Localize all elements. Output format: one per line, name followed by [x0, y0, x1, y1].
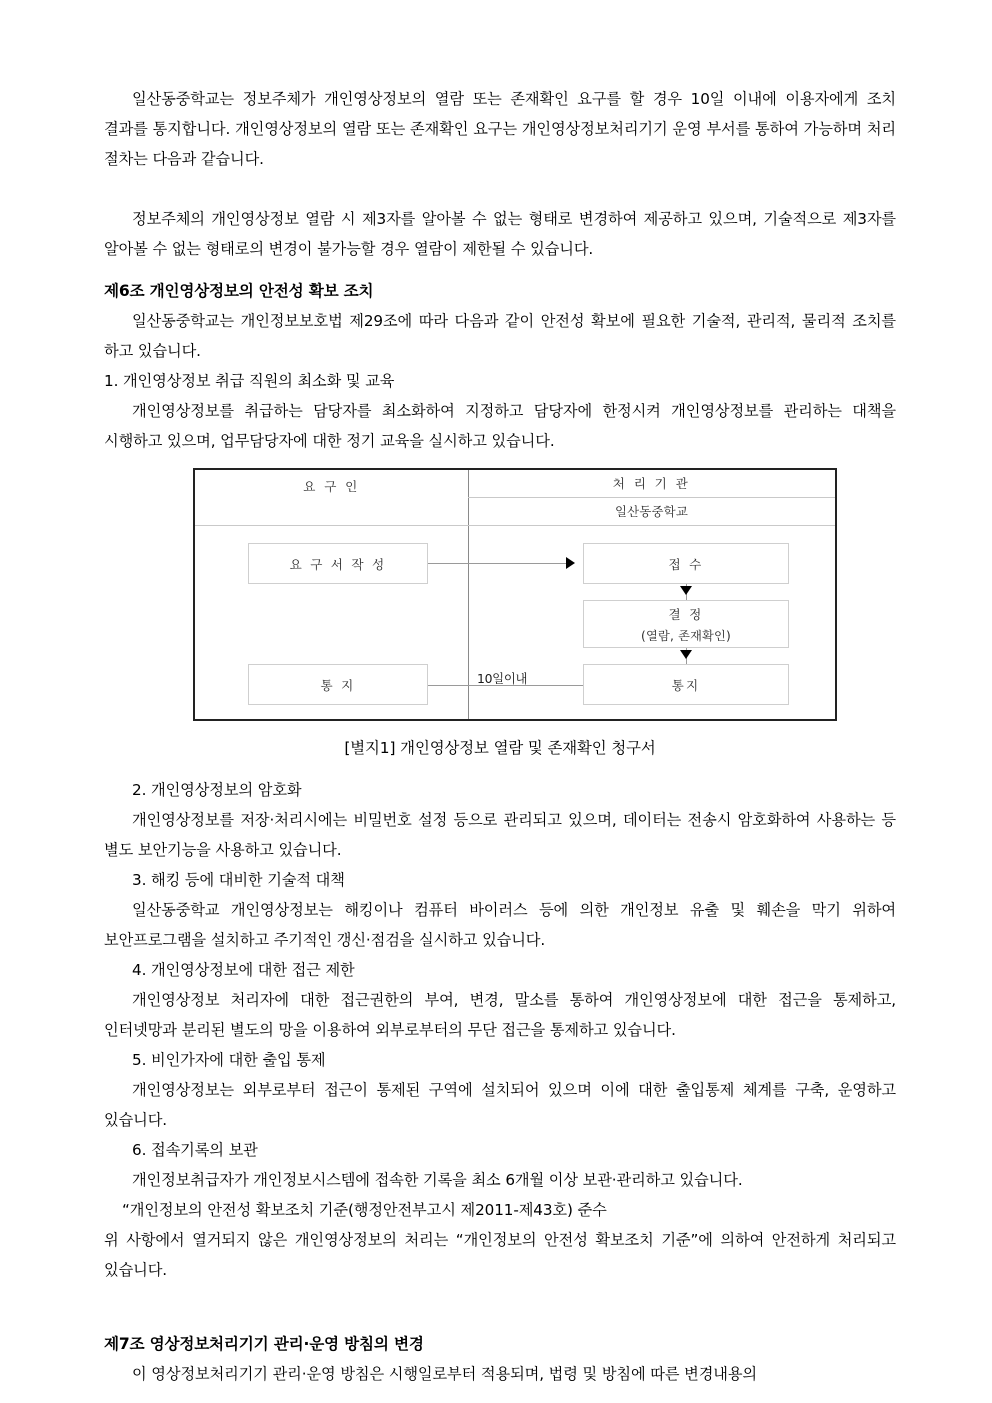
spacer [104, 456, 896, 468]
article-7-heading: 제7조 영상정보처리기기 관리·운영 방침의 변경 [104, 1335, 424, 1353]
document-content [104, 84, 896, 1389]
article-6-item-3-body: 일산동중학교 개인영상정보는 해킹이나 컴퓨터 바이러스 등에 의한 개인정보 유출 및 훼손을 막기 위하여 보안프로그램을 설치하고 주기적인 갱신·점검을 실시하고 있습니다. [104, 901, 896, 949]
article-6-item-2-title: 2. 개인영상정보의 암호화 [132, 781, 302, 799]
node-notify-requester-label: 통 지 [320, 678, 356, 693]
figure-caption: [별지1] 개인영상정보 열람 및 존재확인 청구서 [344, 739, 656, 757]
spacer [104, 264, 896, 276]
node-receipt-label: 접 수 [668, 557, 704, 572]
article-6-item-6-title: 6. 접속기록의 보관 [132, 1141, 258, 1159]
edge-label-deadline: 10일이내 [477, 671, 528, 686]
article-6-heading: 제6조 개인영상정보의 안전성 확보 조치 [104, 282, 374, 300]
article-6-intro: 일산동중학교는 개인정보보호법 제29조에 따라 다음과 같이 안전성 확보에 필요한 기술적, 관리적, 물리적 조치를 하고 있습니다. [104, 312, 896, 360]
article-6-item-1-title: 1. 개인영상정보 취급 직원의 최소화 및 교육 [104, 372, 395, 390]
article-6-item-5-title: 5. 비인가자에 대한 출입 통제 [132, 1051, 326, 1069]
node-receipt [583, 543, 789, 584]
spacer [104, 763, 896, 775]
article-6-item-5-body: 개인영상정보는 외부로부터 접근이 통제된 구역에 설치되어 있으며 이에 대한 출입통제 체계를 구축, 운영하고 있습니다. [104, 1081, 896, 1129]
article-6-item-4-title: 4. 개인영상정보에 대한 접근 제한 [132, 961, 355, 979]
column-header-agency: 처 리 기 관 [612, 476, 691, 491]
node-notify-agency-label: 통지 [671, 678, 701, 693]
article-6-item-6-body: 개인정보취급자가 개인정보시스템에 접속한 기록을 최소 6개월 이상 보관·관리하고 있습니다. [132, 1171, 743, 1189]
column-subheader-school: 일산동중학교 [614, 504, 689, 519]
spacer [104, 1285, 896, 1329]
arrow-down-icon [680, 650, 692, 659]
node-decision-label: 결 정 [668, 607, 704, 622]
node-decision [583, 600, 789, 648]
paragraph-viewing-procedure: 일산동중학교는 정보주체가 개인영상정보의 열람 또는 존재확인 요구를 할 경우 10일 이내에 이용자에게 조치 결과를 통지합니다. 개인영상정보의 열람 또는 존재확인 요구는 개인영상정보처리기기 운영 부서를 통하여 가능하며 처리 절차는 다음과 같습니다. [104, 90, 896, 168]
article-6-closing: 위 사항에서 열거되지 않은 개인영상정보의 처리는 “개인정보의 안전성 확보조치 기준”에 의하여 안전하게 처리되고 있습니다. [104, 1231, 896, 1279]
article-6-standard-quote: “개인정보의 안전성 확보조치 기준(행정안전부고시 제2011-제43호) 준수 [122, 1201, 607, 1219]
article-7-body: 이 영상정보처리기기 관리·운영 방침은 시행일로부터 적용되며, 법령 및 방침에 따른 변경내용의 [132, 1365, 758, 1383]
node-decision-sublabel: (열람, 존재확인) [641, 629, 731, 643]
arrow-down-icon [680, 586, 692, 595]
article-6-item-2-body: 개인영상정보를 저장·처리시에는 비밀번호 설정 등으로 관리되고 있으며, 데이터는 전송시 암호화하여 사용하는 등 별도 보안기능을 사용하고 있습니다. [104, 811, 896, 859]
column-header-requester: 요 구 인 [303, 479, 360, 494]
article-6-item-1-body: 개인영상정보를 취급하는 담당자를 최소화하여 지정하고 담당자에 한정시켜 개인영상정보를 관리하는 대책을 시행하고 있으며, 업무담당자에 대한 정기 교육을 실시하고 있습니다. [104, 402, 896, 450]
header-rule-bottom [195, 525, 835, 526]
article-6-item-4-body: 개인영상정보 처리자에 대한 접근권한의 부여, 변경, 말소를 통하여 개인영상정보에 대한 접근을 통제하고, 인터넷망과 분리된 별도의 망을 이용하여 외부로부터의 무단 접근을 통제하고 있습니다. [104, 991, 896, 1039]
paragraph-third-party-masking: 정보주체의 개인영상정보 열람 시 제3자를 알아볼 수 없는 형태로 변경하여 제공하고 있으며, 기술적으로 제3자를 알아볼 수 없는 형태로의 변경이 불가능할 경우 열람이 제한될 수 있습니다. [104, 210, 896, 258]
article-6-item-3-title: 3. 해킹 등에 대비한 기술적 대책 [132, 871, 345, 889]
spacer [104, 174, 896, 204]
node-notify-agency [583, 664, 789, 705]
header-rule-agency-top [468, 497, 835, 498]
arrow-right-icon [566, 557, 575, 569]
node-request-form [248, 543, 428, 584]
figure-request-flow [104, 468, 896, 763]
edge-request-to-receipt [428, 563, 566, 564]
node-notify-requester [248, 664, 428, 705]
node-request-form-label: 요 구 서 작 성 [289, 557, 387, 572]
flow-diagram [193, 468, 837, 721]
